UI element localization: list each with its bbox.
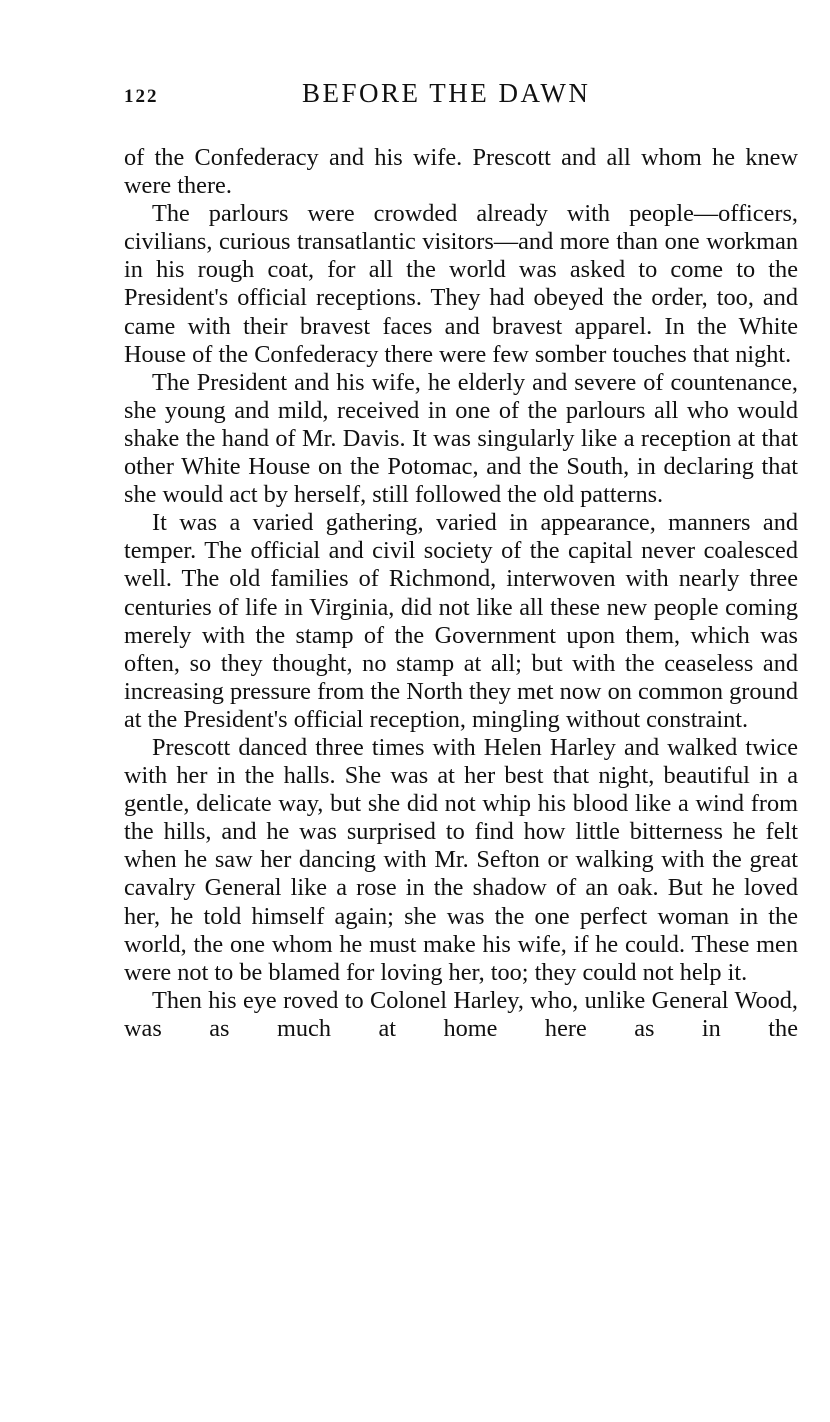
paragraph-2: The parlours were crowded already with people—officers, civilians, curious transatlantic visitors—and more than one workman in his rough coat, for all the world was asked to come to the President's official receptions. They had obeyed the order, too, and came with their bravest faces and bravest apparel. In the White House of the Confederacy there were few somber touches that night. xyxy=(124,200,798,368)
running-title: BEFORE THE DAWN xyxy=(302,78,591,108)
page-number: 122 xyxy=(124,86,159,107)
page-header xyxy=(124,78,798,112)
paragraph-6: Then his eye roved to Colonel Harley, who, unlike General Wood, was as much at home here as in the xyxy=(124,986,798,1042)
paragraph-1: of the Confederacy and his wife. Prescott and all whom he knew were there. xyxy=(124,144,798,200)
paragraph-5: Prescott danced three times with Helen Harley and walked twice with her in the halls. She was at her best that night, beautiful in a gentle, delicate way, but she did not whip his blood like a wind from the hills, and he was surprised to find how little bitterness he felt when he saw her dancing with Mr. Sefton or walking with the great cavalry General like a rose in the shadow of an oak. But he loved her, he told himself again; she was the one perfect woman in the world, the one whom he must make his wife, if he could. These men were not to be blamed for loving her, too; they could not help it. xyxy=(124,733,798,986)
paragraph-3: The President and his wife, he elderly and severe of countenance, she young and mild, received in one of the parlours all who would shake the hand of Mr. Davis. It was singularly like a reception at that other White House on the Potomac, and the South, in declaring that she would act by herself, still followed the old patterns. xyxy=(124,368,798,509)
body-text xyxy=(124,144,798,1043)
paragraph-4: It was a varied gathering, varied in appearance, manners and temper. The official and civil society of the capital never coalesced well. The old families of Richmond, interwoven with nearly three centuries of life in Virginia, did not like all these new people coming merely with the stamp of the Government upon them, which was often, so they thought, no stamp at all; but with the ceaseless and increasing pressure from the North they met now on common ground at the President's official reception, mingling without constraint. xyxy=(124,509,798,733)
